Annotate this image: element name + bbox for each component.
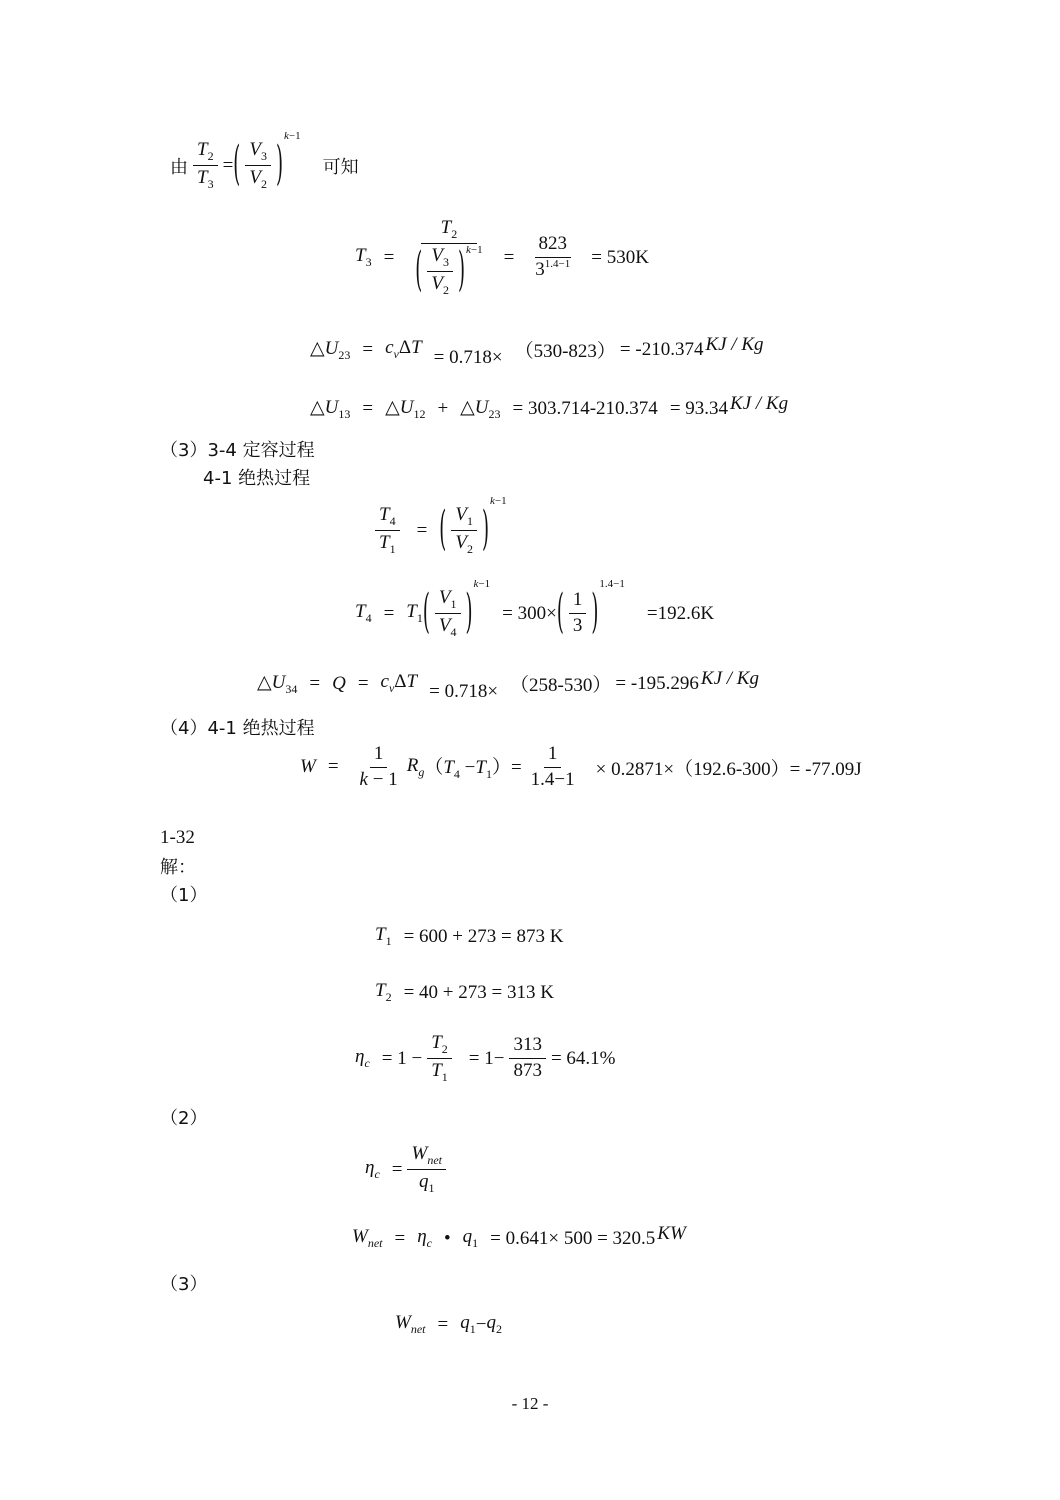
wnet-calculation: $W_{net}$ = $\eta_c$ • $q_1$ = 0.641× 500 = 320.5 KW	[352, 1222, 686, 1250]
t1-equation: $T_1$ = 600 + 273 = 873 K	[375, 924, 564, 948]
du13-equation: $\triangle U_{13}$ = $\triangle U_{12}$ + $\triangle U_{23}$ = 303.714-210.374 = 93.34 KJ / Kg	[310, 393, 789, 421]
unit-kjkg: KJ / Kg	[700, 667, 759, 689]
t2-equation: $T_2$ = 40 + 273 = 313 K	[375, 980, 554, 1004]
t4-equation: $T_4$ = $T_1$ ( $\frac{V_1}{V_4}$ ) k−1 = 300× ( $\frac{1}{3}$ ) 1.4−1 =192.6K	[355, 577, 715, 640]
intro-prefix: 由	[170, 156, 188, 178]
du34-equation: $\triangle U_{34}$ = Q = $c_v\Delta T$ = 0.718× （258-530） = -195.296 KJ / Kg	[257, 667, 759, 702]
section-4-heading: （4）4-1 绝热过程	[160, 718, 315, 739]
unit-kjkg: KJ / Kg	[705, 333, 764, 355]
t4-ratio-equation: $\frac{T_4}{T_1}$ = ( $\frac{V_1}{V_2}$ ) k−1	[370, 505, 507, 556]
solution-label: 解：	[160, 857, 196, 878]
intro-suffix: 可知	[322, 156, 359, 178]
part-3-label: （3）	[160, 1274, 208, 1295]
unit-kw: KW	[657, 1222, 686, 1244]
problem-number: 1-32	[160, 827, 195, 848]
section-3-heading: （3）3-4 定容过程	[160, 440, 315, 461]
wnet-definition: $W_{net}$ = $q_1$ − $q_2$	[395, 1312, 502, 1336]
v3-over-v2-paren: ( $\frac{V_3}{V_2}$ )	[233, 137, 283, 192]
work-equation: W = $\frac{1}{k - 1}$ $R_g$ $(T_4 -T_1)=$ $\frac{1}{1.4-1}$ × 0.2871×（192.6-300）= -77.09J	[300, 743, 862, 790]
unit-kjkg: KJ / Kg	[730, 393, 789, 414]
part-1-label: （1）	[160, 885, 208, 906]
t4-result: =192.6K	[646, 602, 715, 624]
section-3-subheading: 4-1 绝热过程	[203, 468, 311, 489]
du23-equation: $\triangle U_{23}$ = $c_v\Delta T$ = 0.718× （530-823） = -210.374 KJ / Kg	[310, 333, 764, 368]
t3-result: = 530K	[591, 246, 649, 268]
efficiency-equation: $\eta_c$ = 1 − $\frac{T_2}{T_1}$ = 1− $\frac{313}{873}$ = 64.1%	[355, 1032, 616, 1085]
t3-equation: $T_3$ = $T_2$ ( $\frac{V_3}{V_2}$ ) k−1 = $\frac{823}{3^{1.4-1}}$ = 530K	[355, 217, 649, 298]
t2-over-t3: $\frac{T_2}{T_3}$	[193, 140, 218, 191]
t3-numeric-fraction: $\frac{823}{3^{1.4-1}}$	[535, 233, 571, 281]
page-number: - 12 -	[511, 1394, 549, 1413]
intro-equation: 由 $\frac{T_2}{T_3}$ = ( $\frac{V_3}{V_2}$ ) k−1 可知	[170, 129, 359, 192]
efficiency-definition: $\eta_c$ = $\frac{W_{net}}{q_1}$	[365, 1144, 451, 1195]
efficiency-result: = 64.1%	[550, 1047, 616, 1069]
t3-symbolic-fraction: $T_2$ ( $\frac{V_3}{V_2}$ ) k−1	[415, 217, 483, 298]
part-2-label: （2）	[160, 1108, 208, 1129]
